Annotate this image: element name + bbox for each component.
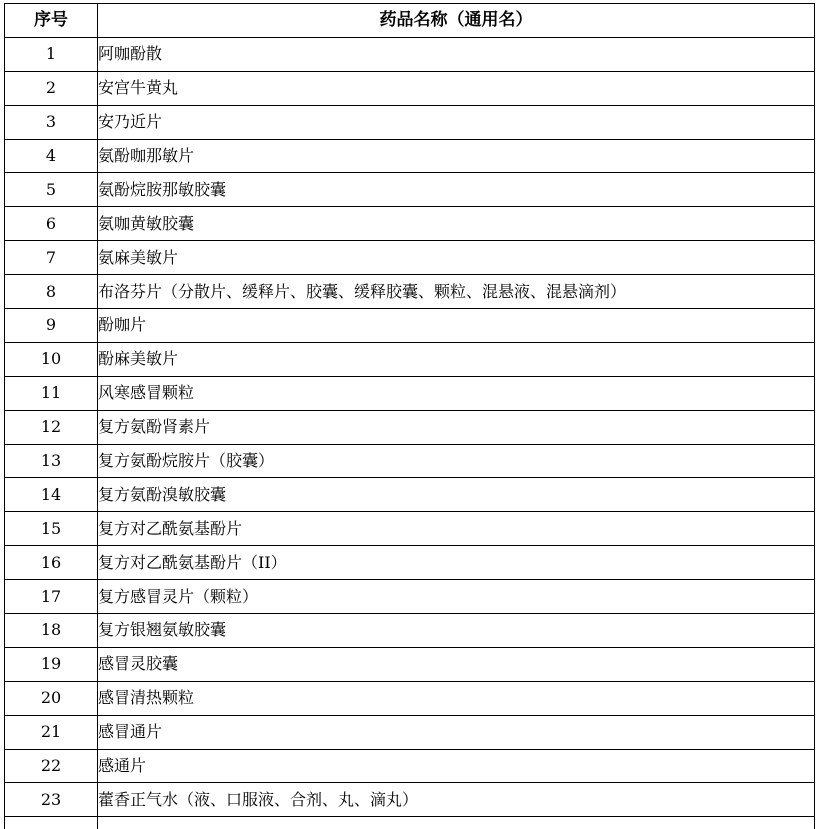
- table-row: [5, 512, 815, 546]
- table-row: [5, 37, 815, 71]
- table-row: [5, 444, 815, 478]
- row-index: 15: [5, 512, 98, 546]
- row-index: 7: [5, 241, 98, 275]
- drug-name: 感通片: [98, 749, 815, 783]
- row-index: 19: [5, 647, 98, 681]
- row-index: 9: [5, 309, 98, 343]
- table-header-row: [5, 4, 815, 38]
- drug-name: 阿咖酚散: [98, 37, 815, 71]
- row-index: 22: [5, 749, 98, 783]
- row-index: 4: [5, 139, 98, 173]
- row-index: 2: [5, 71, 98, 105]
- row-index: 23: [5, 783, 98, 817]
- table-row: [5, 410, 815, 444]
- row-index: 21: [5, 715, 98, 749]
- table-row: [5, 580, 815, 614]
- row-index: 5: [5, 173, 98, 207]
- table-row: [5, 139, 815, 173]
- table-row: [5, 749, 815, 783]
- row-index: 13: [5, 444, 98, 478]
- table-row: [5, 275, 815, 309]
- table-row: [5, 105, 815, 139]
- drug-name: 藿香正气水（液、口服液、合剂、丸、滴丸）: [98, 783, 815, 817]
- header-drug-name: 药品名称（通用名）: [98, 4, 815, 38]
- drug-name: 感冒通片: [98, 715, 815, 749]
- drug-name: 安宫牛黄丸: [98, 71, 815, 105]
- table-row: [5, 478, 815, 512]
- table-row: [5, 647, 815, 681]
- drug-name: 风寒感冒颗粒: [98, 376, 815, 410]
- drug-name: 氨酚咖那敏片: [98, 139, 815, 173]
- row-index: 1: [5, 37, 98, 71]
- drug-name: 氨咖黄敏胶囊: [98, 207, 815, 241]
- row-index: 14: [5, 478, 98, 512]
- drug-name: 酚麻美敏片: [98, 342, 815, 376]
- row-index: 11: [5, 376, 98, 410]
- table-row: [5, 681, 815, 715]
- row-index: 16: [5, 546, 98, 580]
- drug-name: 复方银翘氨敏胶囊: [98, 614, 815, 648]
- row-index: 3: [5, 105, 98, 139]
- table-row: [5, 342, 815, 376]
- table-row: [5, 715, 815, 749]
- drug-name: 氨酚烷胺那敏胶囊: [98, 173, 815, 207]
- drug-list-table: [4, 3, 815, 829]
- table-row: [5, 546, 815, 580]
- row-index: 10: [5, 342, 98, 376]
- table-row: [5, 241, 815, 275]
- drug-name: 复方氨酚烷胺片（胶囊）: [98, 444, 815, 478]
- drug-name: 复方对乙酰氨基酚片（II）: [98, 546, 815, 580]
- table-row: [5, 207, 815, 241]
- row-index: 20: [5, 681, 98, 715]
- drug-name: 酚咖片: [98, 309, 815, 343]
- drug-name: 复方氨酚肾素片: [98, 410, 815, 444]
- drug-name: 布洛芬片（分散片、缓释片、胶囊、缓释胶囊、颗粒、混悬液、混悬滴剂）: [98, 275, 815, 309]
- table-row: [5, 614, 815, 648]
- drug-name: 感冒灵胶囊: [98, 647, 815, 681]
- table-row: [5, 173, 815, 207]
- table-row: [5, 309, 815, 343]
- drug-name: 感冒清热颗粒: [98, 681, 815, 715]
- drug-name: 复方感冒灵片（颗粒）: [98, 580, 815, 614]
- table-row: [5, 783, 815, 817]
- row-index: 18: [5, 614, 98, 648]
- drug-name: 安乃近片: [98, 105, 815, 139]
- header-index: 序号: [5, 4, 98, 38]
- drug-name: 氨麻美敏片: [98, 241, 815, 275]
- row-index: 6: [5, 207, 98, 241]
- row-index: 12: [5, 410, 98, 444]
- drug-name: 复方氨酚溴敏胶囊: [98, 478, 815, 512]
- drug-name: 复方对乙酰氨基酚片: [98, 512, 815, 546]
- table-row: [5, 71, 815, 105]
- table-row: [5, 376, 815, 410]
- row-index: 8: [5, 275, 98, 309]
- row-index: 17: [5, 580, 98, 614]
